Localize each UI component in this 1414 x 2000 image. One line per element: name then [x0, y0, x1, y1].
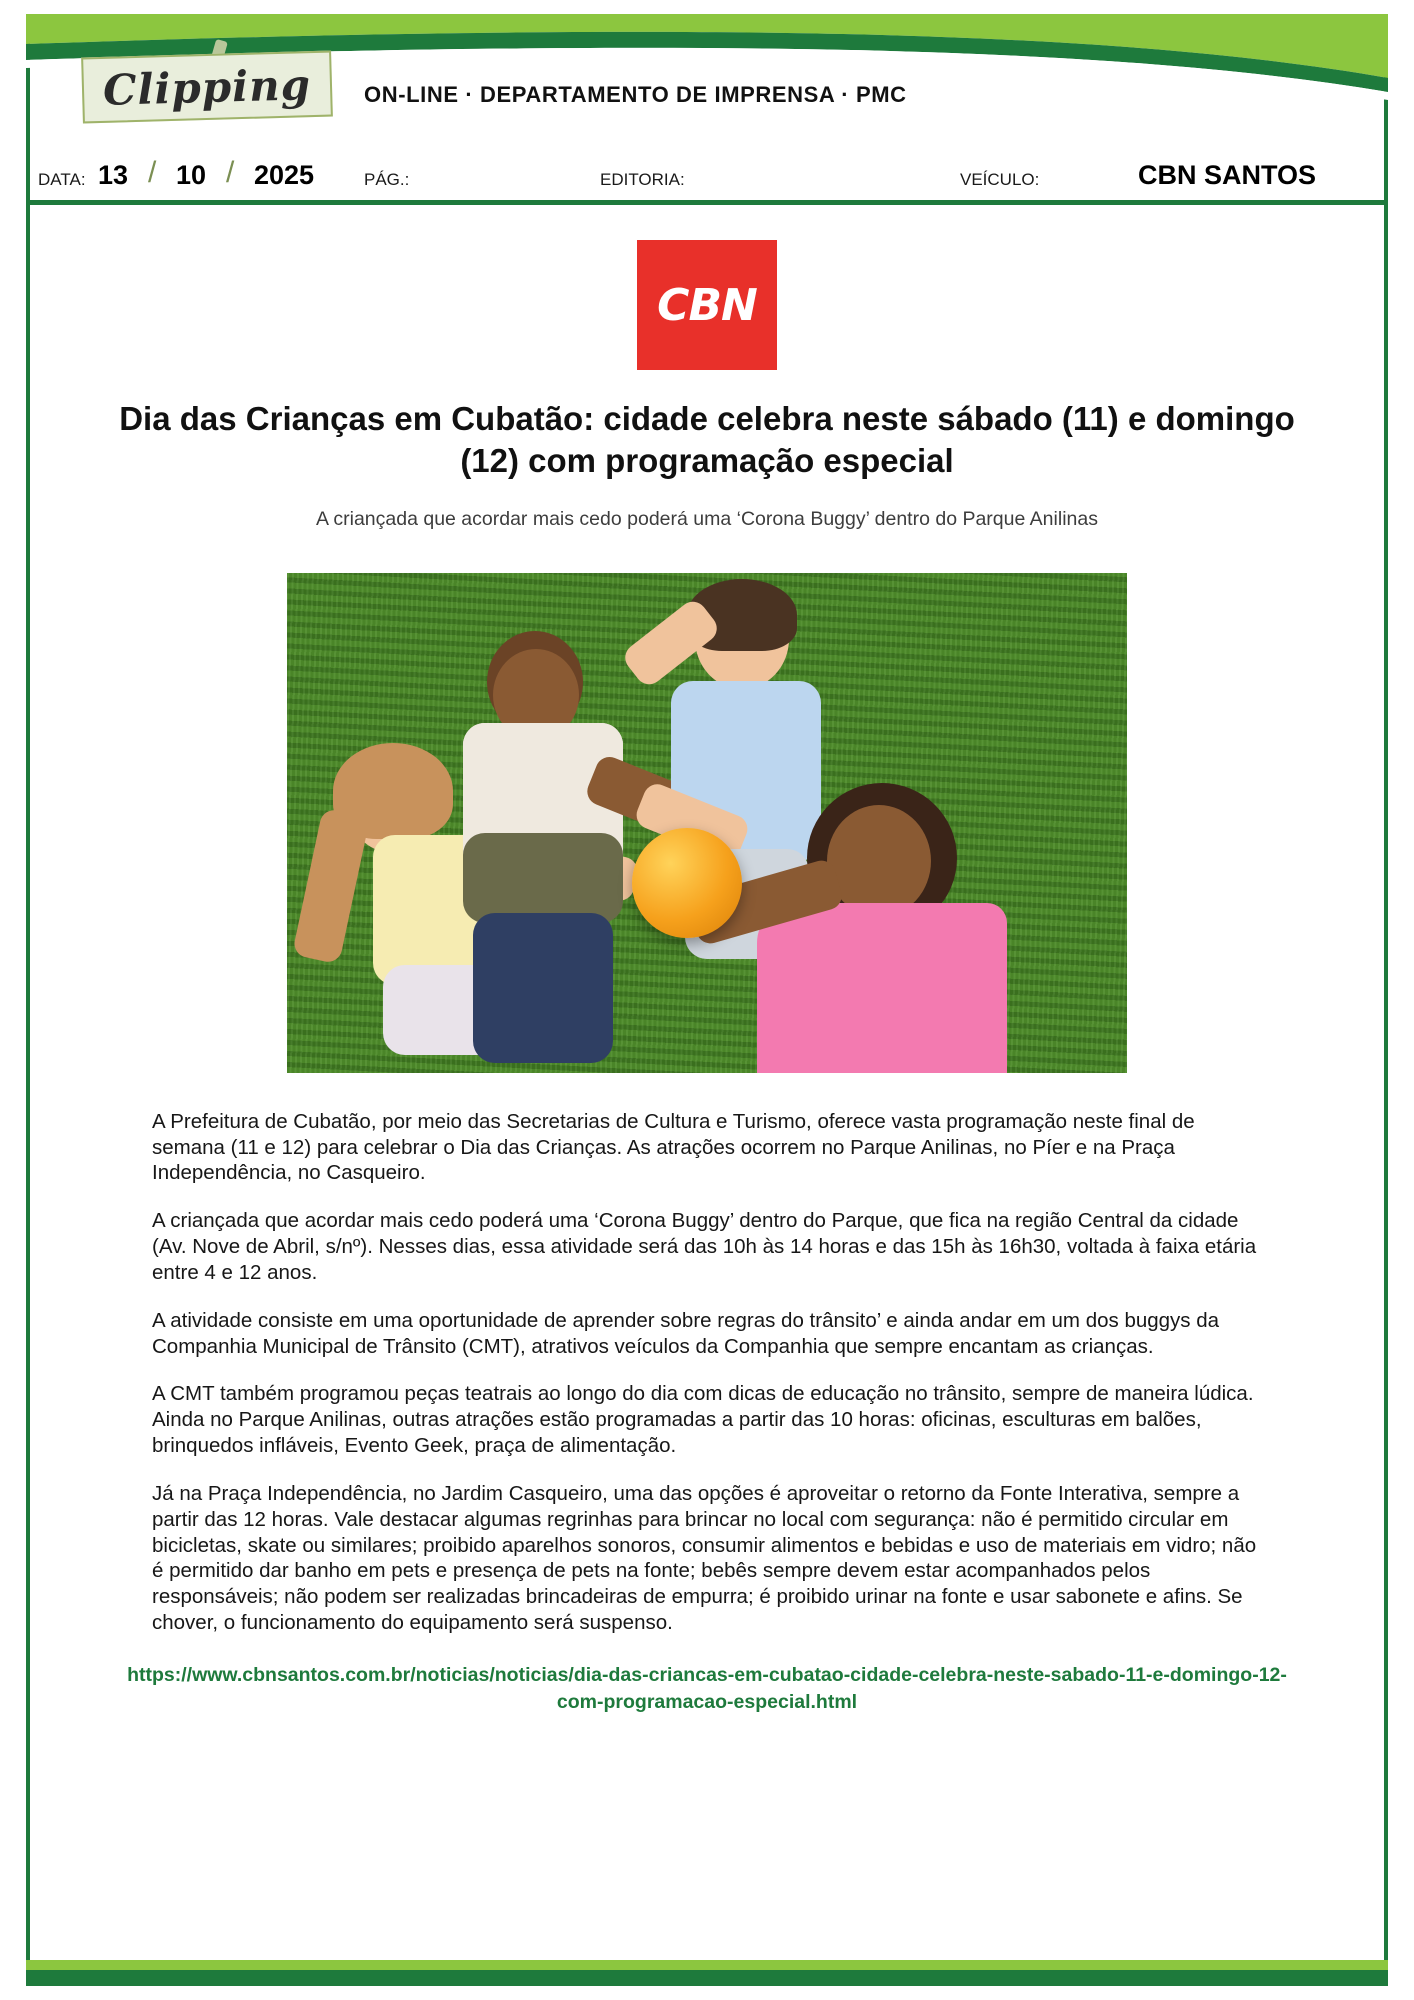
- page-label: PÁG.:: [364, 170, 410, 189]
- article-paragraph: A Prefeitura de Cubatão, por meio das Secretarias de Cultura e Turismo, oferece vasta programação neste final de semana (11 e 12) para celebrar o Dia das Crianças. As atrações ocorrem no Parque Anilinas, no Píer e na Praça Independência, no Casqueiro.: [152, 1109, 1195, 1185]
- veiculo-label: VEÍCULO:: [960, 170, 1040, 189]
- editoria-label: EDITORIA:: [600, 170, 685, 189]
- article-headline: Dia das Crianças em Cubatão: cidade celebra neste sábado (11) e domingo (12) com programação especial: [119, 400, 1295, 480]
- article-paragraph: A atividade consiste em uma oportunidade de aprender sobre regras do trânsito’ e ainda andar em um dos buggys da Companhia Municipal de Trânsito (CMT), atrativos veículos da Companhia que sempre encantam as crianças.: [152, 1308, 1220, 1358]
- article-photo-children-playing-ball: [287, 573, 1127, 1073]
- article-content: [30, 215, 1384, 1716]
- clipping-logo: [81, 51, 333, 124]
- meta-divider: [30, 200, 1384, 205]
- clipping-logo-text: Clipping: [102, 59, 312, 115]
- cbn-logo-text: CBN: [657, 279, 757, 331]
- date-day: 13: [98, 160, 129, 190]
- photo-yellow-ball: [632, 828, 742, 938]
- date-separator-2: /: [226, 156, 235, 189]
- cbn-brand-logo: [637, 240, 777, 370]
- date-year: 2025: [254, 160, 315, 190]
- date-month: 10: [176, 160, 207, 190]
- article-paragraph: A CMT também programou peças teatrais ao longo do dia com dicas de educação no trânsito, sempre de maneira lúdica. Ainda no Parque Anilinas, outras atrações estão programadas a partir das 10 horas: oficinas, esculturas em balões, brinquedos infláveis, Evento Geek, praça de alimentação.: [152, 1382, 1254, 1458]
- veiculo-value: CBN SANTOS: [1138, 160, 1317, 190]
- footer-bar: [26, 1960, 1388, 1986]
- footer-accent-stripe: [26, 1960, 1388, 1970]
- header-subtitle: ON-LINE · DEPARTAMENTO DE IMPRENSA · PMC: [364, 82, 907, 107]
- document-meta-row: [30, 148, 1384, 196]
- article-subheadline: A criançada que acordar mais cedo poderá uma ‘Corona Buggy’ dentro do Parque Anilinas: [316, 508, 1098, 531]
- source-url-link[interactable]: https://www.cbnsantos.com.br/noticias/noticias/dia-das-criancas-em-cubatao-cidade-celebra-neste-sabado-11-e-domingo-12-com-programacao-especial.html: [127, 1663, 1287, 1714]
- article-paragraph: A criançada que acordar mais cedo poderá uma ‘Corona Buggy’ dentro do Parque, que fica na região Central da cidade (Av. Nove de Abril, s/nº). Nesses dias, essa atividade será das 10h às 14 horas e das 15h às 16h30, voltada à faixa etária entre 4 e 12 anos.: [152, 1209, 1257, 1284]
- article-body: [152, 1109, 1262, 1636]
- article-paragraph: Já na Praça Independência, no Jardim Casqueiro, uma das opções é aproveitar o retorno da Fonte Interativa, sempre a partir das 12 horas. Vale destacar algumas regrinhas para brincar no local com segurança: não é permitido circular em bicicletas, skate ou similares; proibido aparelhos sonoros, consumir alimentos e bebidas e uso de materiais em vidro; não é permitido dar banho em pets e presença de pets na fonte; bebês sempre devem estar acompanhados pelos responsáveis; não podem ser realizadas brincadeiras de empurra; é proibido urinar na fonte e usar sabonete e afins. Se chover, o funcionamento do equipamento será suspenso.: [152, 1481, 1257, 1635]
- date-label: DATA:: [38, 170, 86, 189]
- date-separator-1: /: [148, 156, 157, 189]
- clipping-header-band: [26, 14, 1388, 126]
